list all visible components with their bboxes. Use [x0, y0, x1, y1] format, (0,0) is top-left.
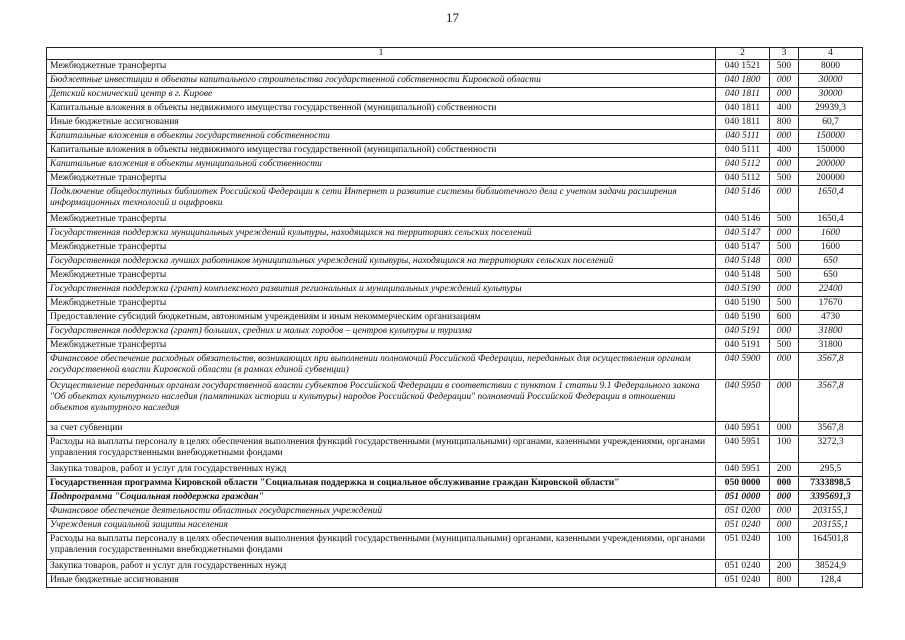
table-row: [47, 491, 863, 505]
row-name-cell: Расходы на выплаты персоналу в целях обеспечения выполнения функций государственными (муниципальными) органами, казенными учреждениями, органами управления государственными внебюджетными фондами: [47, 436, 716, 463]
table-row: [47, 158, 863, 172]
row-sum-cell: 22400: [799, 283, 863, 297]
table-row: [47, 574, 863, 588]
row-name-cell: Закупка товаров, работ и услуг для государственных нужд: [47, 463, 716, 477]
row-code-cell: 040 5950: [716, 380, 770, 422]
table-row: [47, 255, 863, 269]
row-sum-cell: 650: [799, 255, 863, 269]
row-vr-cell: 000: [770, 74, 799, 88]
row-name-cell: Иные бюджетные ассигнования: [47, 574, 716, 588]
table-row: [47, 560, 863, 574]
row-sum-cell: 31800: [799, 325, 863, 339]
table-row: [47, 172, 863, 186]
table-row: [47, 325, 863, 339]
table-row: [47, 533, 863, 560]
row-vr-cell: 500: [770, 339, 799, 353]
row-sum-cell: 60,7: [799, 116, 863, 130]
row-sum-cell: 203155,1: [799, 519, 863, 533]
row-name-cell: Капитальные вложения в объекты недвижимого имущества государственной (муниципальной) собственности: [47, 144, 716, 158]
budget-table: [46, 47, 863, 588]
table-row: [47, 283, 863, 297]
row-name-cell: Предоставление субсидий бюджетным, автономным учреждениям и иным некоммерческим организациям: [47, 311, 716, 325]
row-vr-cell: 000: [770, 255, 799, 269]
row-name-cell: Государственная программа Кировской области "Социальная поддержка и социальное обслуживание граждан Кировской области": [47, 477, 716, 491]
row-name-cell: Межбюджетные трансферты: [47, 339, 716, 353]
row-name-cell: Капитальные вложения в объекты муниципальной собственности: [47, 158, 716, 172]
row-name-cell: Межбюджетные трансферты: [47, 297, 716, 311]
row-vr-cell: 000: [770, 227, 799, 241]
row-code-cell: 040 5148: [716, 269, 770, 283]
row-sum-cell: 150000: [799, 144, 863, 158]
row-sum-cell: 7333898,5: [799, 477, 863, 491]
table-row: [47, 213, 863, 227]
table-row: [47, 186, 863, 213]
table-row: [47, 241, 863, 255]
row-sum-cell: 200000: [799, 172, 863, 186]
table-row: [47, 380, 863, 422]
row-sum-cell: 150000: [799, 130, 863, 144]
table-row: [47, 477, 863, 491]
row-sum-cell: 1600: [799, 241, 863, 255]
row-sum-cell: 128,4: [799, 574, 863, 588]
row-sum-cell: 38524,9: [799, 560, 863, 574]
row-sum-cell: 1600: [799, 227, 863, 241]
row-name-cell: Государственная поддержка (грант) больших, средних и малых городов – центров культуры и туризма: [47, 325, 716, 339]
table-row: [47, 297, 863, 311]
row-code-cell: 040 1800: [716, 74, 770, 88]
table-row: [47, 505, 863, 519]
row-sum-cell: 164501,8: [799, 533, 863, 560]
row-vr-cell: 000: [770, 186, 799, 213]
row-name-cell: Закупка товаров, работ и услуг для государственных нужд: [47, 560, 716, 574]
row-code-cell: 040 5148: [716, 255, 770, 269]
row-name-cell: Финансовое обеспечение деятельности областных государственных учреждений: [47, 505, 716, 519]
row-name-cell: Государственная поддержка (грант) комплексного развития региональных и муниципальных учреждений культуры: [47, 283, 716, 297]
row-code-cell: 040 5147: [716, 241, 770, 255]
row-vr-cell: 000: [770, 491, 799, 505]
row-code-cell: 040 5112: [716, 158, 770, 172]
row-code-cell: 051 0240: [716, 574, 770, 588]
row-vr-cell: 000: [770, 422, 799, 436]
row-sum-cell: 1650,4: [799, 186, 863, 213]
row-name-cell: Подпрограмма "Социальная поддержка граждан": [47, 491, 716, 505]
row-sum-cell: 31800: [799, 339, 863, 353]
row-sum-cell: 29939,3: [799, 102, 863, 116]
row-vr-cell: 200: [770, 560, 799, 574]
row-sum-cell: 30000: [799, 74, 863, 88]
row-name-cell: Межбюджетные трансферты: [47, 269, 716, 283]
row-name-cell: Учреждения социальной защиты населения: [47, 519, 716, 533]
row-vr-cell: 000: [770, 380, 799, 422]
row-vr-cell: 000: [770, 353, 799, 380]
row-sum-cell: 3567,8: [799, 353, 863, 380]
row-vr-cell: 000: [770, 325, 799, 339]
row-name-cell: Расходы на выплаты персоналу в целях обеспечения выполнения функций государственными (муниципальными) органами, казенными учреждениями, органами управления государственными внебюджетными фондами: [47, 533, 716, 560]
row-vr-cell: 800: [770, 574, 799, 588]
row-code-cell: 051 0240: [716, 533, 770, 560]
row-vr-cell: 100: [770, 533, 799, 560]
row-vr-cell: 500: [770, 60, 799, 74]
row-vr-cell: 100: [770, 436, 799, 463]
row-sum-cell: 203155,1: [799, 505, 863, 519]
row-code-cell: 050 0000: [716, 477, 770, 491]
row-vr-cell: 500: [770, 297, 799, 311]
row-vr-cell: 000: [770, 505, 799, 519]
row-vr-cell: 200: [770, 463, 799, 477]
header-col-1: 1: [47, 48, 716, 60]
row-code-cell: 040 5111: [716, 144, 770, 158]
row-sum-cell: 200000: [799, 158, 863, 172]
table-row: [47, 353, 863, 380]
row-code-cell: 040 5147: [716, 227, 770, 241]
row-sum-cell: 30000: [799, 88, 863, 102]
row-code-cell: 040 1811: [716, 116, 770, 130]
table-row: [47, 88, 863, 102]
table-row: [47, 269, 863, 283]
row-code-cell: 040 5951: [716, 463, 770, 477]
row-sum-cell: 4730: [799, 311, 863, 325]
row-name-cell: Детский космический центр в г. Кирове: [47, 88, 716, 102]
row-sum-cell: 3272,3: [799, 436, 863, 463]
table-row: [47, 60, 863, 74]
row-vr-cell: 000: [770, 158, 799, 172]
row-code-cell: 040 5190: [716, 297, 770, 311]
table-row: [47, 463, 863, 477]
row-code-cell: 040 5112: [716, 172, 770, 186]
row-code-cell: 040 5190: [716, 283, 770, 297]
table-row: [47, 436, 863, 463]
table-row: [47, 311, 863, 325]
row-vr-cell: 500: [770, 172, 799, 186]
row-name-cell: Подключение общедоступных библиотек Российской Федерации к сети Интернет и развитие системы библиотечного дела с учетом задачи расширения информационных технологий и оцифровки: [47, 186, 716, 213]
header-col-4: 4: [799, 48, 863, 60]
row-vr-cell: 500: [770, 213, 799, 227]
row-sum-cell: 1650,4: [799, 213, 863, 227]
row-sum-cell: 17670: [799, 297, 863, 311]
row-sum-cell: 3567,8: [799, 380, 863, 422]
row-name-cell: Межбюджетные трансферты: [47, 213, 716, 227]
row-code-cell: 040 5146: [716, 213, 770, 227]
row-name-cell: Осуществление переданных органам государственной власти субъектов Российской Федерации в соответствии с пунктом 1 статьи 9.1 Федерального закона "Об объектах культурного наследия (памятниках истории и культуры) народов Российской Федерации" полномочий Российской Федерации в отношении объектов культурного наследия: [47, 380, 716, 422]
row-code-cell: 051 0240: [716, 560, 770, 574]
row-sum-cell: 295,5: [799, 463, 863, 477]
row-code-cell: 040 5951: [716, 436, 770, 463]
row-name-cell: Межбюджетные трансферты: [47, 172, 716, 186]
table-row: [47, 422, 863, 436]
row-sum-cell: 8000: [799, 60, 863, 74]
row-code-cell: 040 1521: [716, 60, 770, 74]
table-row: [47, 144, 863, 158]
table-row: [47, 102, 863, 116]
table-row: [47, 227, 863, 241]
header-col-2: 2: [716, 48, 770, 60]
row-name-cell: Межбюджетные трансферты: [47, 60, 716, 74]
row-vr-cell: 000: [770, 88, 799, 102]
row-name-cell: Капитальные вложения в объекты недвижимого имущества государственной (муниципальной) собственности: [47, 102, 716, 116]
table-row: [47, 519, 863, 533]
table-row: [47, 130, 863, 144]
row-name-cell: Финансовое обеспечение расходных обязательств, возникающих при выполнении полномочий Российской Федерации, переданных для осуществления органам государственной власти Кировской области (в рамках единой субвенции): [47, 353, 716, 380]
row-name-cell: Иные бюджетные ассигнования: [47, 116, 716, 130]
row-code-cell: 040 5191: [716, 339, 770, 353]
row-code-cell: 051 0240: [716, 519, 770, 533]
table-row: [47, 116, 863, 130]
row-vr-cell: 000: [770, 130, 799, 144]
row-code-cell: 040 1811: [716, 102, 770, 116]
row-vr-cell: 000: [770, 519, 799, 533]
row-name-cell: Капитальные вложения в объекты государственной собственности: [47, 130, 716, 144]
row-sum-cell: 3567,8: [799, 422, 863, 436]
table-header: [47, 48, 863, 60]
table-row: [47, 74, 863, 88]
row-vr-cell: 600: [770, 311, 799, 325]
table-row: [47, 339, 863, 353]
row-name-cell: Межбюджетные трансферты: [47, 241, 716, 255]
page-number: 17: [446, 10, 459, 25]
row-sum-cell: 650: [799, 269, 863, 283]
row-vr-cell: 400: [770, 144, 799, 158]
row-name-cell: Бюджетные инвестиции в объекты капитального строительства государственной собственности Кировской области: [47, 74, 716, 88]
row-code-cell: 040 5951: [716, 422, 770, 436]
row-vr-cell: 400: [770, 102, 799, 116]
row-code-cell: 051 0000: [716, 491, 770, 505]
row-name-cell: Государственная поддержка муниципальных учреждений культуры, находящихся на территориях сельских поселений: [47, 227, 716, 241]
row-vr-cell: 500: [770, 269, 799, 283]
row-code-cell: 040 5190: [716, 311, 770, 325]
row-code-cell: 040 1811: [716, 88, 770, 102]
row-code-cell: 040 5111: [716, 130, 770, 144]
row-name-cell: за счет субвенции: [47, 422, 716, 436]
row-code-cell: 040 5191: [716, 325, 770, 339]
row-code-cell: 051 0200: [716, 505, 770, 519]
row-code-cell: 040 5146: [716, 186, 770, 213]
row-sum-cell: 3395691,3: [799, 491, 863, 505]
row-vr-cell: 800: [770, 116, 799, 130]
row-name-cell: Государственная поддержка лучших работников муниципальных учреждений культуры, находящихся на территориях сельских поселений: [47, 255, 716, 269]
row-vr-cell: 500: [770, 241, 799, 255]
row-vr-cell: 000: [770, 283, 799, 297]
row-code-cell: 040 5900: [716, 353, 770, 380]
header-col-3: 3: [770, 48, 799, 60]
row-vr-cell: 000: [770, 477, 799, 491]
table-body: [47, 60, 863, 588]
